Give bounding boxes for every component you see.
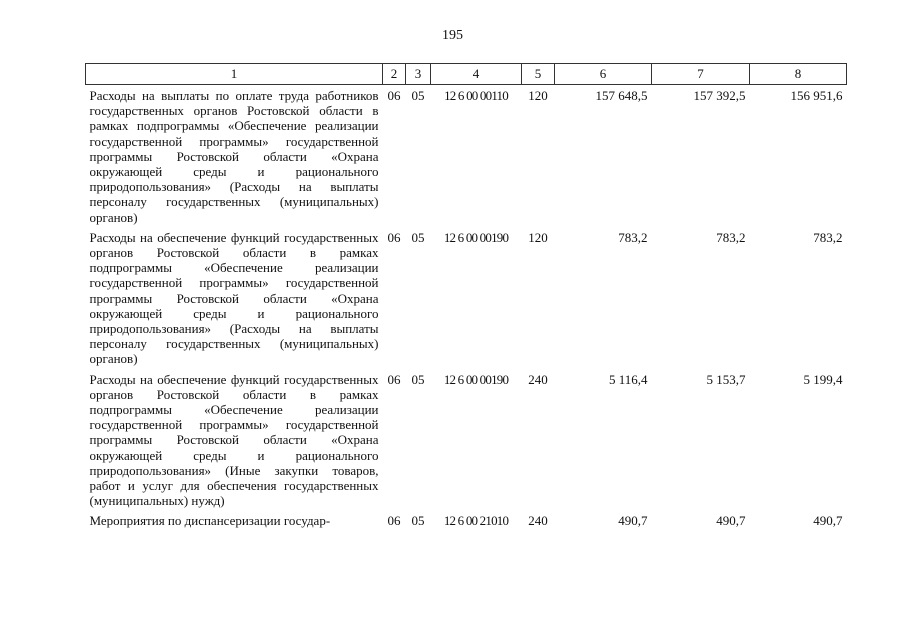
target-article-code: 12 6 00 00110 [444, 88, 508, 103]
amount-col7: 5 153,7 [706, 371, 746, 387]
amount-col6: 157 648,5 [595, 88, 648, 103]
column-header: 2 [383, 64, 406, 85]
subsection-code: 05 [411, 229, 425, 245]
expense-type-code: 120 [528, 88, 548, 103]
subsection-code: 05 [411, 513, 425, 529]
budget-table [85, 63, 847, 531]
column-header: 8 [750, 64, 847, 85]
amount-col6: 5 116,4 [608, 371, 648, 387]
table-header-row [86, 64, 847, 85]
row-description: Расходы на обеспечение функций государственных органов Ростовской области в рамках подпрограммы «Обеспечение реализации государственной программы» государственной программы Ростовской области «Охрана окружающей среды и рационального природопользования» (Иные закупки товаров, работ и услуг для обеспечения государственных (муниципальных) нужд) [89, 371, 379, 509]
column-header: 5 [522, 64, 555, 85]
column-header: 6 [555, 64, 652, 85]
amount-col7: 157 392,5 [693, 88, 746, 103]
row-description: Расходы на обеспечение функций государственных органов Ростовской области в рамках подпрограммы «Обеспечение реализации государственной программы» государственной программы Ростовской области «Охрана окружающей среды и рационального природопользования» (Расходы на выплаты персоналу государственных (муниципальных) органов) [89, 229, 379, 367]
table-row [86, 227, 847, 369]
page-number: 195 [442, 28, 463, 43]
column-header: 1 [86, 64, 383, 85]
amount-col6: 783,2 [618, 229, 648, 245]
amount-col7: 490,7 [716, 513, 746, 529]
column-header: 3 [406, 64, 431, 85]
column-header: 7 [652, 64, 750, 85]
row-description: Расходы на выплаты по оплате труда работников государственных органов Ростовской области в рамках подпрограммы «Обеспечение реализации государственной программы» государственной программы Ростовской области «Охрана окружающей среды и рационального природопользования» (Расходы на выплаты персоналу государственных (муниципальных) органов) [89, 88, 379, 225]
target-article-code: 12 6 00 00190 [443, 229, 509, 245]
subsection-code: 05 [411, 371, 425, 387]
target-article-code: 12 6 00 21010 [443, 513, 509, 529]
subsection-code: 05 [411, 88, 425, 103]
expense-type-code: 240 [528, 513, 548, 529]
section-code: 06 [387, 371, 401, 387]
column-header: 4 [431, 64, 522, 85]
expense-type-code: 120 [528, 229, 548, 245]
amount-col8: 156 951,6 [790, 88, 843, 103]
table-row [86, 85, 847, 227]
table-row [86, 369, 847, 511]
amount-col6: 490,7 [618, 513, 648, 529]
expense-type-code: 240 [528, 371, 548, 387]
section-code: 06 [387, 513, 401, 529]
amount-col8: 490,7 [813, 513, 843, 529]
target-article-code: 12 6 00 00190 [443, 371, 509, 387]
amount-col8: 783,2 [813, 229, 843, 245]
row-description: Мероприятия по диспансеризации государ- [89, 513, 331, 529]
section-code: 06 [387, 88, 401, 103]
amount-col7: 783,2 [716, 229, 746, 245]
table-row [86, 510, 847, 530]
section-code: 06 [387, 229, 401, 245]
amount-col8: 5 199,4 [803, 371, 843, 387]
